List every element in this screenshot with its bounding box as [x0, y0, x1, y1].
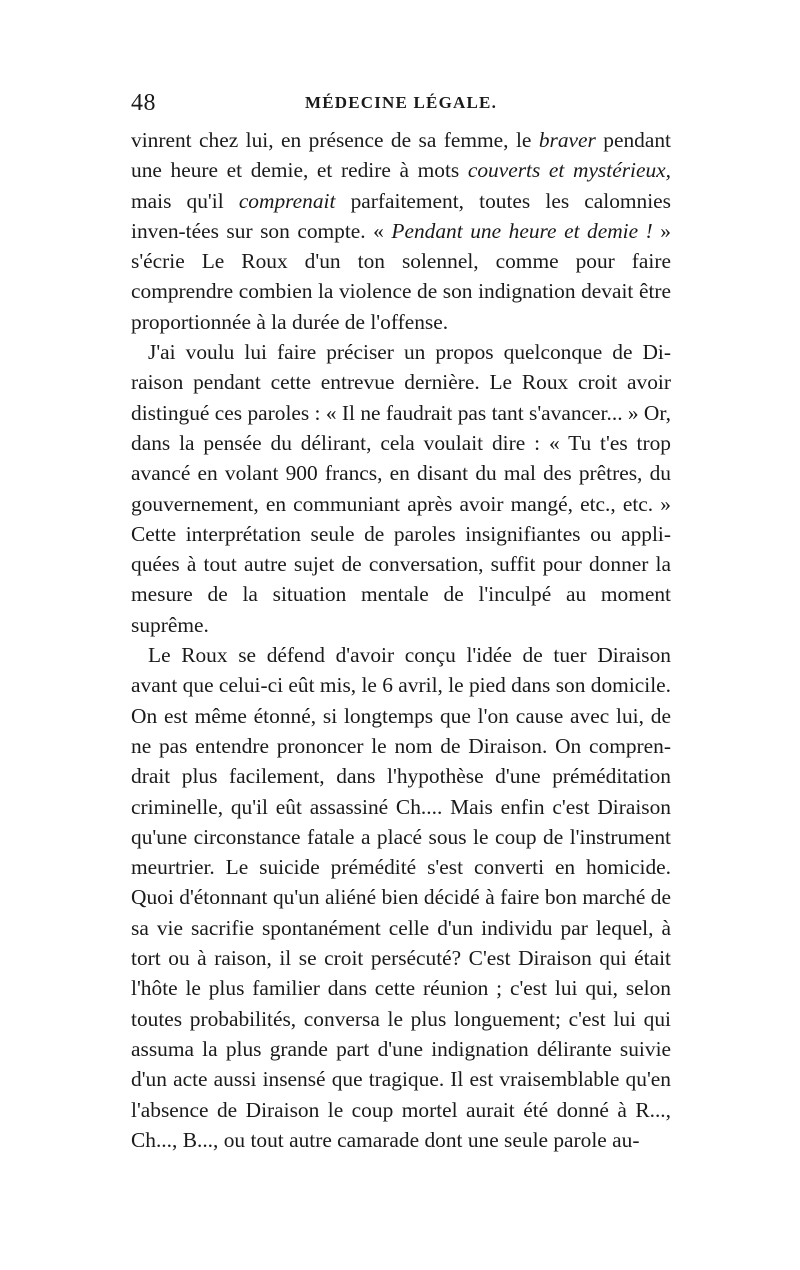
- text-run: mais qu'il: [131, 188, 239, 213]
- running-title: MÉDECINE LÉGALE.: [304, 93, 498, 112]
- text-run: vinrent chez lui, en présence de sa femme, le: [131, 128, 539, 152]
- paragraph-1: [131, 125, 671, 337]
- page-number: 48: [131, 90, 156, 116]
- paragraph-2: [131, 337, 671, 640]
- text-run: J'ai voulu lui faire préciser un propos quelconque de Di-raison pendant cette entrevue dernière. Le Roux croit avoir distingué ces paroles : « Il ne faudrait pas tant s'avancer... » Or, dans la pensée du délirant, cela voulait dire : « Tu t'es trop avancé en volant 900 francs, en disant du mal des prêtres, du gouvernement, en communiant après avoir mangé, etc., etc. » Cette interprétation seule de paroles insignifiantes ou appli-quées à tout autre sujet de conversation, suffit pour donner la mesure de la situation mentale de l'inculpé au moment suprême.: [131, 340, 671, 637]
- running-head: [131, 88, 671, 118]
- paragraph-3: [131, 640, 671, 1155]
- text-run: » s'écrie Le Roux d'un ton solennel, comme pour faire comprendre combien la violence de son indignation devait être proportionnée à la durée de l'offense.: [131, 218, 671, 334]
- italic-run: Pendant une heure et demie !: [391, 218, 653, 243]
- body-text: [131, 125, 671, 1155]
- text-run: pendant une heure et demie, et redire à mots: [131, 128, 671, 183]
- text-run: Le Roux se défend d'avoir conçu l'idée de tuer Diraison avant que celui-ci eût mis, le 6 avril, le pied dans son domicile. On est même étonné, si longtemps que l'on cause avec lui, de ne pas entendre prononcer le nom de Diraison. On compren-drait plus facilement, dans l'hypothèse d'une préméditation criminelle, qu'il eût assassiné Ch.... Mais enfin c'est Diraison qu'une circonstance fatale a placé sous le coup de l'instrument meurtrier. Le suicide prémédité s'est converti en homicide. Quoi d'étonnant qu'un aliéné bien décidé à faire bon marché de sa vie sacrifie spontanément celle d'un individu par lequel, à tort ou à raison, il se croit persécuté? C'est Diraison qui était l'hôte le plus familier dans cette réunion ; c'est lui qui, selon toutes probabilités, conversa le plus longuement; c'est lui qui assuma la plus grande part d'une indignation délirante suivie d'un acte aussi insensé que tragique. Il est vraisemblable qu'en l'absence de Diraison le coup mortel aurait été donné à R..., Ch..., B..., ou tout autre camarade dont une seule parole au-: [131, 643, 671, 1152]
- italic-run: couverts et mystérieux,: [467, 158, 671, 183]
- italic-run: braver: [538, 128, 596, 152]
- italic-run: comprenait: [238, 188, 336, 213]
- text-run: parfaitement, toutes les calomnies inven-tées sur son compte. «: [131, 188, 671, 243]
